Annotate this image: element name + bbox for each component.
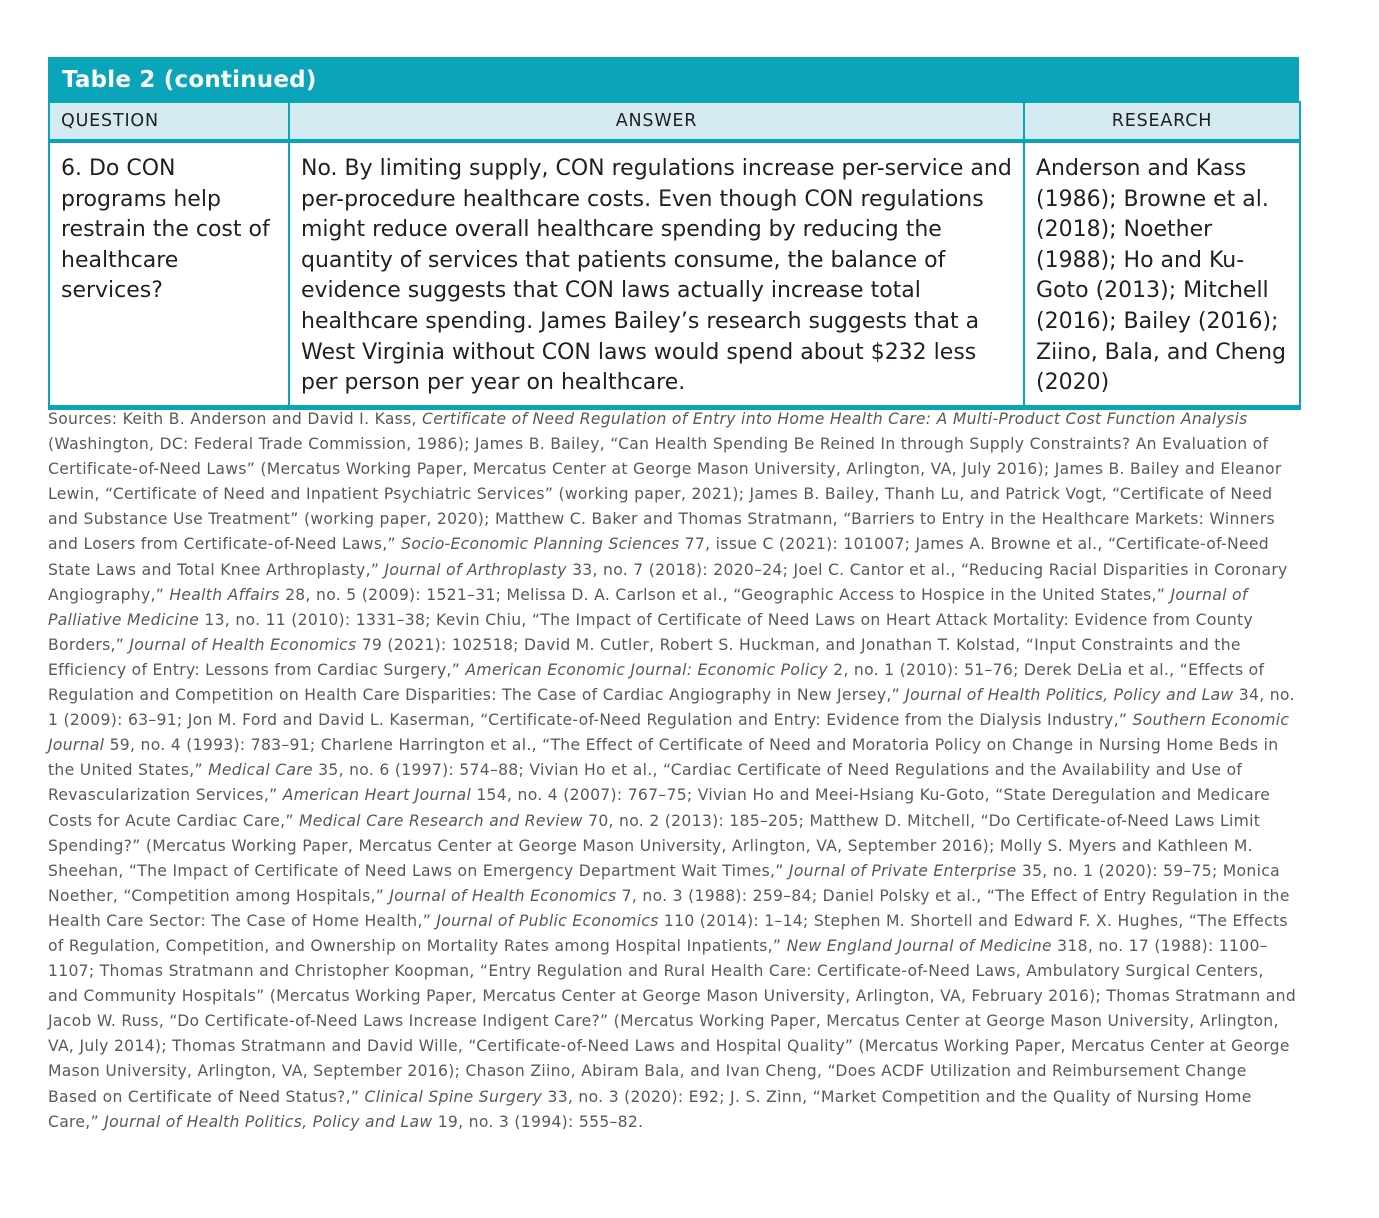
column-header-research: RESEARCH — [1024, 102, 1300, 141]
column-header-question: QUESTION — [49, 102, 289, 141]
citation-text: 33, no. 7 (2018): 2020–24; Joel C. Cantor et al., “Reducing Racial Disparities in Coronary Angiography,” — [48, 560, 1288, 604]
citation-text: Sources: Keith B. Anderson and David I. Kass, — [48, 410, 423, 428]
citation-text: 35, no. 6 (1997): 574–88; Vivian Ho et al., “Cardiac Certificate of Need Regulations and the Availability and Use of Revascularization Services,” — [48, 761, 1243, 805]
citation-title: Medical Care Research and Review — [298, 811, 583, 830]
citation-title: Clinical Spine Surgery — [364, 1087, 543, 1106]
citation-text: (Washington, DC: Federal Trade Commission, 1986); James B. Bailey, “Can Health Spending Be Reined In through Supply Constraints? An Evaluation of Certificate-of-Need Laws” (Mercatus Working Paper, Mercatus Center at George Mason University, Arlington, VA, July 2016); James B. Bailey and Eleanor Lewin, “Certificate of Need and Inpatient Psychiatric Services” (working paper, 2021); James B. Bailey, Thanh Lu, and Patrick Vogt, “Certificate of Need and Substance Use Treatment” (working paper, 2020); Matthew C. Baker and Thomas Stratmann, “Barriers to Entry in the Healthcare Markets: Winners and Losers from Certificate-of-Need Laws,” — [48, 435, 1282, 554]
table-row — [49, 141, 1300, 407]
research-cell: Anderson and Kass (1986); Browne et al. (2018); Noether (1988); Ho and Ku-Goto (2013); Mitchell (2016); Bailey (2016); Ziino, Bala, and Cheng (2020) — [1024, 141, 1300, 407]
citation-title: Certificate of Need Regulation of Entry into Home Health Care: A Multi-Product Cost Function Analysis — [422, 410, 1248, 428]
data-table — [48, 101, 1301, 410]
citation-text: 2, no. 1 (2010): 51–76; Derek DeLia et al., “Effects of Regulation and Competition on Health Care Disparities: The Case of Cardiac Angiography in New Jersey,” — [48, 660, 1265, 705]
citation-title: Journal of Health Economics — [129, 635, 357, 654]
sources-note — [48, 407, 1298, 1135]
citation-text: 79 (2021): 102518; David M. Cutler, Robert S. Huckman, and Jonathan T. Kolstad, “Input Constraints and the Efficiency of Entry: Lessons from Cardiac Surgery,” — [48, 635, 1241, 679]
citation-text: 110 (2014): 1–14; Stephen M. Shortell and Edward F. X. Hughes, “The Effects of Regulation, Competition, and Ownership on Mortality Rates among Hospital Inpatients,” — [48, 911, 1288, 955]
citation-title: Southern Economic Journal — [48, 711, 1290, 755]
citation-title: Health Affairs — [169, 585, 280, 604]
citation-text: 70, no. 2 (2013): 185–205; Matthew D. Mitchell, “Do Certificate-of-Need Laws Limit Spending?” (Mercatus Working Paper, Mercatus Center at George Mason University, Arlington, VA, September 2016); Molly S. Myers and Kathleen M. Sheehan, “The Impact of Certificate of Need Laws on Emergency Department Wait Times,” — [48, 811, 1261, 880]
citation-title: Journal of Health Politics, Policy and Law — [905, 686, 1234, 705]
header-row — [49, 102, 1300, 141]
citation-text: 154, no. 4 (2007): 767–75; Vivian Ho and Meei-Hsiang Ku-Goto, “State Deregulation and Medicare Costs for Acute Cardiac Care,” — [48, 786, 1271, 830]
answer-cell: No. By limiting supply, CON regulations increase per-service and per-procedure healthcare costs. Even though CON regulations might reduce overall healthcare spending by reducing the quantity of services that patients consume, the balance of evidence suggests that CON laws actually increase total healthcare spending. James Bailey’s research suggests that a West Virginia without CON laws would spend about $232 less per person per year on healthcare. — [289, 141, 1024, 407]
citation-text: 34, no. 1 (2009): 63–91; Jon M. Ford and David L. Kaserman, “Certificate-of-Need Regulation and Entry: Evidence from the Dialysis Industry,” — [48, 686, 1295, 730]
citation-text: 35, no. 1 (2020): 59–75; Monica Noether, “Competition among Hospitals,” — [48, 861, 1280, 905]
table-title: Table 2 (continued) — [48, 57, 1299, 101]
citation-title: Journal of Private Enterprise — [788, 861, 1017, 880]
citation-title: Journal of Health Politics, Policy and Law — [104, 1112, 433, 1131]
citation-text: 318, no. 17 (1988): 1100–1107; Thomas Stratmann and Christopher Koopman, “Entry Regulation and Rural Health Care: Certificate-of-Need Laws, Ambulatory Surgical Centers, and Community Hospitals” (Mercatus Working Paper, Mercatus Center at George Mason University, Arlington, VA, February 2016); Thomas Stratmann and Jacob W. Russ, “Do Certificate-of-Need Laws Increase Indigent Care?” (Mercatus Working Paper, Mercatus Center at George Mason University, Arlington, VA, July 2014); Thomas Stratmann and David Wille, “Certificate-of-Need Laws and Hospital Quality” (Mercatus Working Paper, Mercatus Center at George Mason University, Arlington, VA, September 2016); Chason Ziino, Abiram Bala, and Ivan Cheng, “Does ACDF Utilization and Reimbursement Change Based on Certificate of Need Status?,” — [48, 936, 1297, 1106]
citation-text: 77, issue C (2021): 101007; James A. Browne et al., “Certificate-of-Need State Laws and Total Knee Arthroplasty,” — [48, 535, 1269, 579]
citation-title: New England Journal of Medicine — [786, 936, 1052, 955]
citation-text: 33, no. 3 (2020): E92; J. S. Zinn, “Market Competition and the Quality of Nursing Home Care,” — [48, 1087, 1252, 1131]
citation-title: Journal of Arthroplasty — [384, 560, 567, 579]
citation-title: Journal of Palliative Medicine — [48, 585, 1248, 629]
citation-title: Medical Care — [208, 761, 313, 780]
table-2 — [48, 57, 1299, 410]
citation-text: 59, no. 4 (1993): 783–91; Charlene Harrington et al., “The Effect of Certificate of Need and Moratoria Policy on Change in Nursing Home Beds in the United States,” — [48, 736, 1279, 780]
citation-title: American Economic Journal: Economic Policy — [465, 660, 828, 679]
column-header-answer: ANSWER — [289, 102, 1024, 141]
citation-title: Journal of Public Economics — [436, 911, 659, 930]
citation-title: Journal of Health Economics — [389, 886, 617, 905]
citation-text: 13, no. 11 (2010): 1331–38; Kevin Chiu, “The Impact of Certificate of Need Laws on Heart Attack Mortality: Evidence from County Borders,” — [48, 610, 1253, 654]
citation-title: American Heart Journal — [282, 786, 472, 805]
citation-text: 19, no. 3 (1994): 555–82. — [432, 1112, 644, 1131]
question-cell: 6. Do CON programs help restrain the cost of healthcare services? — [49, 141, 289, 407]
citation-text: 28, no. 5 (2009): 1521–31; Melissa D. A. Carlson et al., “Geographic Access to Hospice in the United States,” — [279, 585, 1171, 604]
citation-text: 7, no. 3 (1988): 259–84; Daniel Polsky et al., “The Effect of Entry Regulation in the Health Care Sector: The Case of Home Health,” — [48, 886, 1290, 930]
citation-title: Socio-Economic Planning Sciences — [401, 535, 680, 554]
